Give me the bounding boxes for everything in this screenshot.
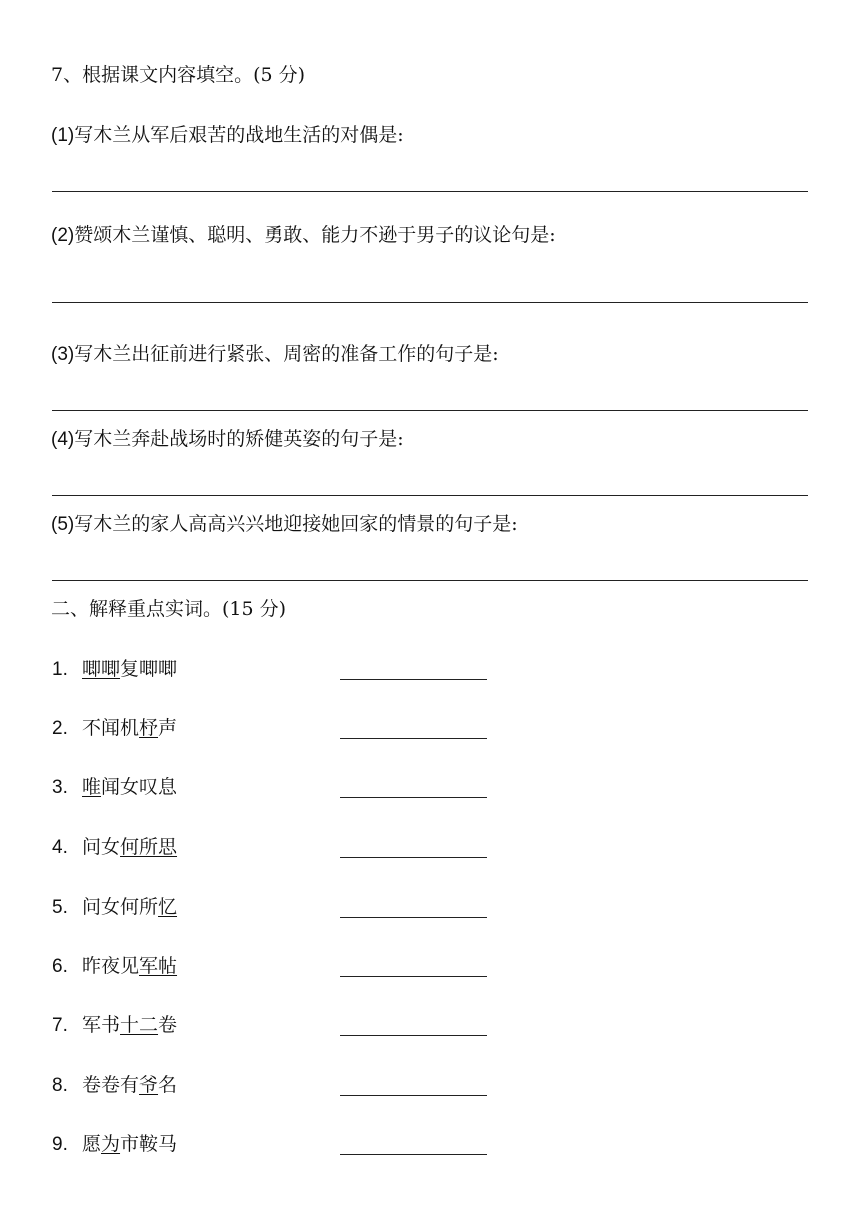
item-number: 3. <box>52 777 68 798</box>
question-4 <box>51 427 404 452</box>
item-number: 8. <box>52 1075 68 1096</box>
answer-blank[interactable] <box>340 917 487 918</box>
vocab-item-4 <box>52 835 177 860</box>
question-5 <box>51 512 518 537</box>
answer-line[interactable] <box>52 580 808 581</box>
item-number: 2. <box>52 718 68 739</box>
item-text: 昨夜见 <box>82 955 140 977</box>
item-number: 9. <box>52 1134 68 1155</box>
answer-blank[interactable] <box>340 738 487 739</box>
vocab-item-7 <box>52 1013 177 1038</box>
item-number: 7. <box>52 1015 68 1036</box>
key-word: 军帖 <box>139 955 178 977</box>
item-text: 声 <box>158 717 178 739</box>
key-word: 爷 <box>139 1074 159 1096</box>
key-word: 唯 <box>82 776 102 798</box>
answer-line[interactable] <box>52 495 808 496</box>
question-number: (1) <box>51 125 75 146</box>
item-number: 1. <box>52 659 68 680</box>
question-number: (2) <box>51 225 75 246</box>
vocab-item-9 <box>52 1132 177 1157</box>
item-number: 4. <box>52 837 68 858</box>
section-title: 二、解释重点实词。(15 分) <box>51 598 287 620</box>
answer-blank[interactable] <box>340 1095 487 1096</box>
item-text: 问女 <box>82 836 121 858</box>
question-text: 写木兰从军后艰苦的战地生活的对偶是: <box>74 124 404 146</box>
question-number: (5) <box>51 514 75 535</box>
item-text: 市鞍马 <box>120 1133 178 1155</box>
answer-blank[interactable] <box>340 679 487 680</box>
item-text: 卷卷有 <box>82 1074 140 1096</box>
answer-blank[interactable] <box>340 857 487 858</box>
vocab-item-5 <box>52 895 177 920</box>
answer-line[interactable] <box>52 410 808 411</box>
key-word: 何所思 <box>120 836 178 858</box>
key-word: 十二 <box>120 1014 159 1036</box>
answer-line[interactable] <box>52 302 808 303</box>
answer-blank[interactable] <box>340 797 487 798</box>
item-text: 复唧唧 <box>120 658 178 680</box>
question-text: 写木兰出征前进行紧张、周密的准备工作的句子是: <box>74 343 499 365</box>
question-1 <box>51 123 404 148</box>
question-text: 写木兰的家人高高兴兴地迎接她回家的情景的句子是: <box>74 513 518 535</box>
vocab-item-1 <box>52 657 177 682</box>
answer-blank[interactable] <box>340 1154 487 1155</box>
item-number: 6. <box>52 956 68 977</box>
question-text: 写木兰奔赴战场时的矫健英姿的句子是: <box>74 428 404 450</box>
answer-blank[interactable] <box>340 1035 487 1036</box>
vocab-item-8 <box>52 1073 177 1098</box>
item-text: 卷 <box>158 1014 178 1036</box>
question-number: (3) <box>51 344 75 365</box>
vocab-item-6 <box>52 954 177 979</box>
key-word: 杼 <box>139 717 159 739</box>
item-text: 不闻机 <box>82 717 140 739</box>
section-title: 7、根据课文内容填空。(5 分) <box>51 64 306 86</box>
vocab-item-3 <box>52 775 177 800</box>
vocab-item-2 <box>52 716 177 741</box>
key-word: 忆 <box>158 896 178 918</box>
question-number: (4) <box>51 429 75 450</box>
key-word: 为 <box>101 1133 121 1155</box>
item-text: 愿 <box>82 1133 102 1155</box>
question-3 <box>51 342 499 367</box>
answer-blank[interactable] <box>340 976 487 977</box>
item-text: 问女何所 <box>82 896 159 918</box>
item-text: 军书 <box>82 1014 121 1036</box>
item-text: 名 <box>158 1074 178 1096</box>
item-number: 5. <box>52 897 68 918</box>
item-text: 闻女叹息 <box>101 776 178 798</box>
key-word: 唧唧 <box>82 658 121 680</box>
answer-line[interactable] <box>52 191 808 192</box>
question-2 <box>51 223 556 248</box>
question-text: 赞颂木兰谨慎、聪明、勇敢、能力不逊于男子的议论句是: <box>74 224 556 246</box>
